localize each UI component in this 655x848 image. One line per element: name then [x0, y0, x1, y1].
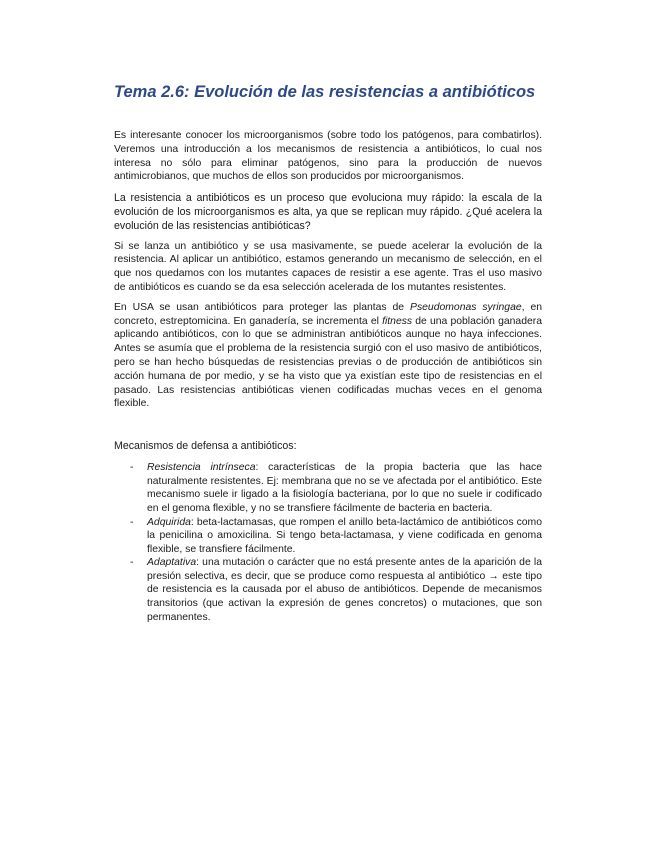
document-page	[114, 80, 542, 624]
mechanism-description: : beta-lactamasas, que rompen el anillo beta-lactámico de antibióticos como la penicilina o amoxicilina. Si tengo beta-lactamasa, y viene codificada en genoma flexible, se transfiere fácilmente.	[147, 516, 542, 555]
paragraph-usa-text-2: , en concreto, estreptomicina. En ganadería, se incrementa el	[114, 301, 543, 327]
paragraph-usa	[114, 301, 542, 411]
species-name: Pseudomonas syringae	[410, 301, 522, 313]
list-item-acquired	[114, 516, 542, 557]
mechanism-description: : una mutación o carácter que no está presente antes de la aparición de la presión selectiva, es decir, que se produce como respuesta al antibiótico → este tipo de resistencia es la causada por el abuso de antibióticos. Depende de mecanismos transitorios (que activan la expresión de genes concretos) o mutaciones, que son permanentes.	[147, 557, 542, 623]
paragraph-usa-text-3: de una población ganadera aplicando antibióticos, con lo que se administran antibióticos aunque no haya infecciones. Antes se asumía que el problema de la resistencia surgió con el uso masivo de antibióticos, pero se han hecho búsquedas de resistencias previas o de producción de antibióticos sin acción humana de por medio, y se ha visto que ya existían este tipo de resistencias en el pasado. Las resistencias antibióticas vienen codificadas muchas veces en el genoma flexible.	[114, 315, 543, 410]
list-item-adaptive	[114, 556, 542, 624]
list-bullet: -	[130, 516, 134, 528]
fitness-term: fitness	[382, 315, 413, 327]
mechanism-description: : características de la propia bacteria que las hace naturalmente resistentes. Ej: membrana que no se ve afectada por el antibiótico. Este mecanismo suele ir ligado a la fisiología bacteriana, por lo que no suele ir codificado en el genoma flexible, y no se transfiere fácilmente de bacteria en bacteria.	[147, 462, 542, 514]
paragraph-usa-text-1: En USA se usan antibióticos para proteger las plantas de	[114, 301, 411, 313]
list-item-intrinsic	[114, 461, 542, 515]
list-bullet: -	[130, 462, 134, 474]
paragraph-intro: Es interesante conocer los microorganismos (sobre todo los patógenos, para combatirlos). Veremos una introducción a los mecanismos de resistencia a antibióticos, lo cual nos interesa no sólo para eliminar patógenos, sino para la producción de nuevos antimicrobianos, que muchos de ellos son producidos por microorganismos.	[114, 130, 542, 183]
list-bullet: -	[130, 557, 134, 569]
mechanism-term: Adaptativa	[147, 557, 197, 569]
mechanism-term: Resistencia intrínseca	[147, 462, 256, 474]
paragraph-evolution: La resistencia a antibióticos es un proceso que evoluciona muy rápido: la escala de la evolución de los microorganismos es alta, ya que se replican muy rápido. ¿Qué acelera la evolución de las resistencias antibióticas?	[114, 192, 542, 232]
section-spacer	[114, 417, 542, 439]
page-title: Tema 2.6: Evolución de las resistencias a antibióticos	[114, 83, 536, 101]
mechanism-term: Adquirida	[147, 516, 191, 528]
mechanisms-list	[114, 461, 542, 624]
paragraph-selection: Si se lanza un antibiótico y se usa masivamente, se puede acelerar la evolución de la resistencia. Al aplicar un antibiótico, estamos generando un mecanismo de selección, en el que nos quedamos con los mutantes capaces de resistir a ese agente. Tras el uso masivo de antibióticos es cuando se da esa selección acelerada de los mutantes resistentes.	[114, 240, 542, 293]
mechanisms-heading: Mecanismos de defensa a antibióticos:	[114, 440, 297, 453]
